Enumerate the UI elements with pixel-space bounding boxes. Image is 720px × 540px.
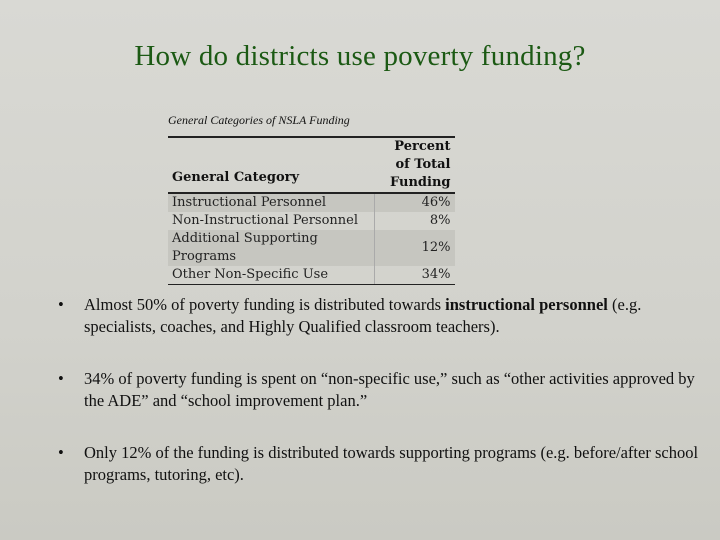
table-cell-category: Instructional Personnel (168, 193, 375, 212)
bullet-item (56, 368, 706, 412)
slide-title: How do districts use poverty funding? (134, 40, 586, 72)
column-header-category: General Category (168, 137, 375, 193)
bullet-text: 34% of poverty funding is spent on “non-specific use,” such as “other activities approved by the ADE” and “school improvement plan.” (84, 369, 695, 410)
bullet-text-end: (e.g. specialists, coaches, and Highly Qualified classroom teachers). (84, 295, 642, 336)
table-cell-percent: 34% (375, 266, 455, 285)
bullet-emphasis: instructional personnel (445, 295, 608, 314)
bullet-marker: • (58, 295, 64, 314)
bullet-list (56, 294, 706, 516)
table-caption: General Categories of NSLA Funding (168, 113, 350, 127)
funding-table (168, 136, 455, 285)
bullet-text: Only 12% of the funding is distributed towards supporting programs (e.g. before/after school programs, tutoring, etc). (84, 443, 699, 484)
table-row (168, 266, 455, 285)
table-row (168, 230, 455, 266)
table-cell-category: Other Non-Specific Use (168, 266, 375, 285)
table-row (168, 212, 455, 230)
bullet-item (56, 294, 706, 338)
table-cell-category: Non-Instructional Personnel (172, 213, 359, 228)
bullet-marker: • (58, 443, 64, 462)
bullet-marker: • (58, 369, 64, 388)
table-cell-percent: 12% (375, 230, 455, 266)
table-cell-category: Additional Supporting Programs (168, 230, 375, 266)
table-header-row (168, 137, 455, 193)
column-header-percent: Percent of Total Funding (375, 137, 455, 193)
table-cell-percent: 46% (375, 193, 455, 212)
bullet-text: Almost 50% of poverty funding is distributed towards (84, 295, 446, 314)
table-cell-percent: 8% (375, 212, 455, 230)
table-row (168, 193, 455, 212)
bullet-item (56, 442, 706, 486)
